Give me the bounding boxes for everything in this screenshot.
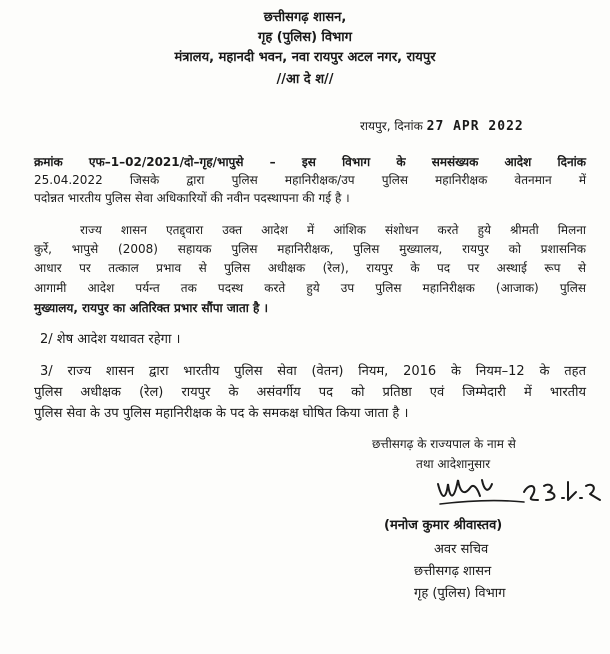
closing-line1: छत्तीसगढ़ के राज्यपाल के नाम से (372, 437, 516, 451)
header-department: गृह (पुलिस) विभाग (258, 30, 352, 45)
handwritten-signature (434, 470, 610, 510)
header-government: छत्तीसगढ़ शासन, (263, 10, 347, 25)
header-address: मंत्रालय, महानदी भवन, नवा रायपुर अटल नगर, रायपुर (174, 50, 436, 65)
para1-line: पदोन्नत भारतीय पुलिस सेवा अधिकारियों की नवीन पदस्थापना की गई है । (34, 191, 350, 205)
signatory-government: छत्तीसगढ़ शासन (414, 564, 492, 579)
para4-line: 3/ राज्य शासन द्वारा भारतीय पुलिस सेवा (वेतन) नियम, 2016 के नियम–12 के तहत (40, 364, 586, 379)
signatory-department: गृह (पुलिस) विभाग (414, 586, 506, 601)
date-line (360, 118, 524, 135)
signatory-designation: अवर सचिव (434, 542, 489, 557)
para2-line: मुख्यालय, रायपुर का अतिरिक्त प्रभार सौंपा जाता है । (34, 301, 269, 315)
para2-line: राज्य शासन एतद्द्वारा उक्त आदेश में आंशिक संशोधन करते हुये श्रीमती मिलना (80, 223, 586, 237)
date-prefix: रायपुर, दिनांक (360, 119, 423, 133)
signatory-name: (मनोज कुमार श्रीवास्तव) (384, 518, 503, 533)
para1-line: 25.04.2022 जिसके द्वारा पुलिस महानिरीक्षक/उप पुलिस महानिरीक्षक वेतनमान में (34, 173, 586, 187)
para1-line: क्रमांक एफ–1–02/2021/दो–गृह/भापुसे – इस विभाग के समसंख्यक आदेश दिनांक (34, 155, 586, 169)
date-stamp: 27 APR 2022 (426, 119, 524, 134)
closing-line2: तथा आदेशानुसार (416, 457, 491, 471)
para3: 2/ शेष आदेश यथावत रहेगा । (40, 332, 181, 347)
para2-line: आधार पर तत्काल प्रभाव से पुलिस अधीक्षक (रेल), रायपुर के पद पर अस्थाई रूप से (34, 261, 586, 275)
para2-line: आगामी आदेश पर्यन्त तक पदस्थ करते हुये उप पुलिस महानिरीक्षक (आजाक) पुलिस (34, 281, 586, 295)
para2-line: कुर्रे, भापुसे (2008) सहायक पुलिस महानिरीक्षक, पुलिस मुख्यालय, रायपुर को प्रशासनिक (34, 242, 586, 256)
para4-line: पुलिस अधीक्षक (रेल) रायपुर के असंवर्गीय पद को प्रतिष्ठा एवं जिम्मेदारी में भारतीय (34, 385, 586, 400)
para4-line: पुलिस सेवा के उप पुलिस महानिरीक्षक के पद के समकक्ष घोषित किया जाता है । (34, 406, 409, 421)
order-title: //आ दे श// (276, 72, 334, 87)
